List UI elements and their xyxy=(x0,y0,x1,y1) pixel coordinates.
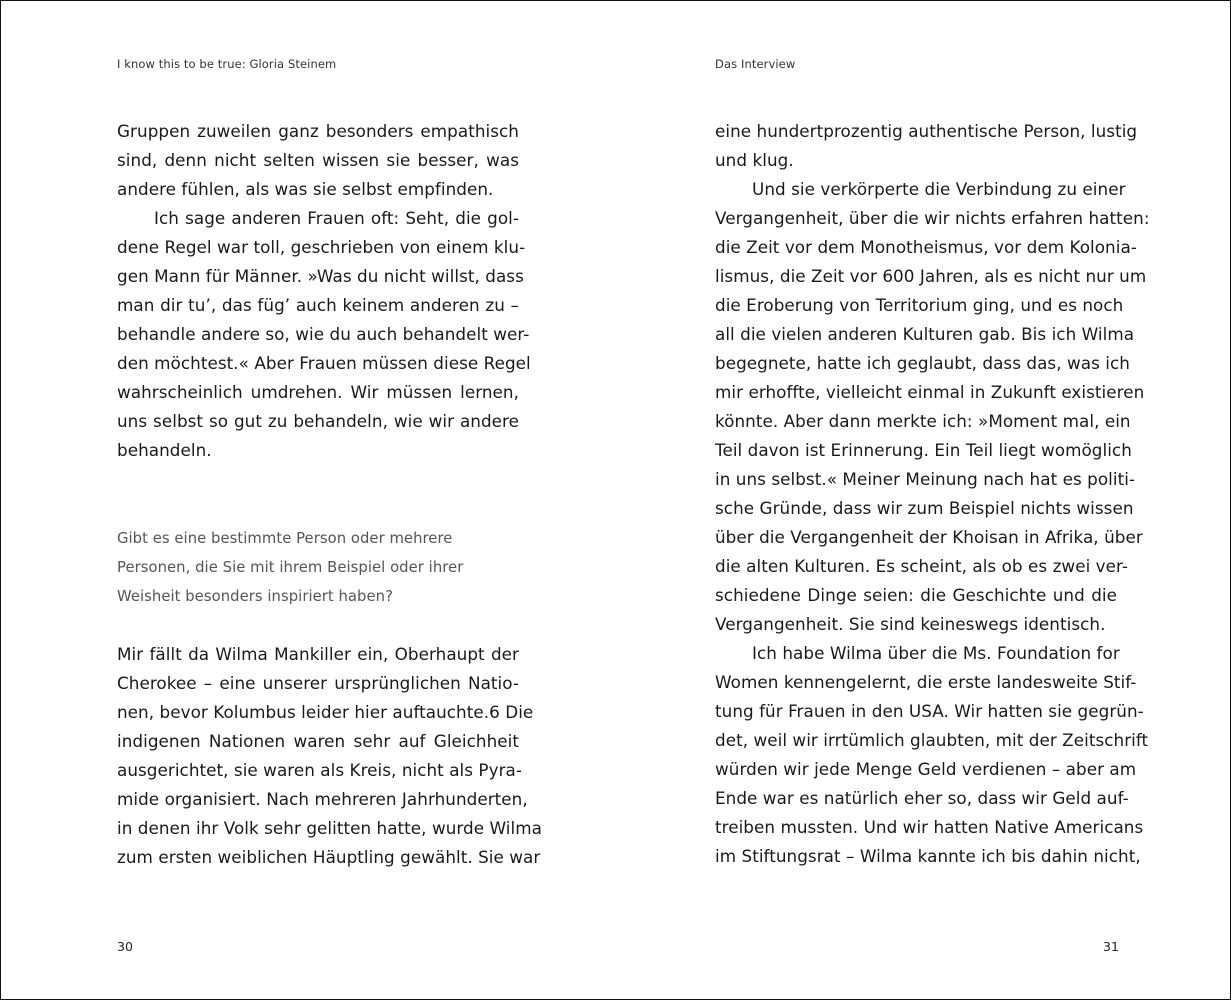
text-line: Ende war es natürlich eher so, dass wir Geld auf- xyxy=(715,788,1129,808)
text-line: indigenen Nationen waren sehr auf Gleichheit xyxy=(117,731,519,751)
text-line: sche Gründe, dass wir zum Beispiel nichts wissen xyxy=(715,498,1134,518)
text-line: mir erhoffte, vielleicht einmal in Zukunft existieren xyxy=(715,382,1145,402)
left-page-number: 30 xyxy=(117,939,133,954)
text-line: begegnete, hatte ich geglaubt, dass das, was ich xyxy=(715,353,1130,373)
right-page-number: 31 xyxy=(1103,939,1119,954)
text-line: gen Mann für Männer. »Was du nicht willst, dass xyxy=(117,266,524,286)
text-line: in uns selbst.« Meiner Meinung nach hat es politi- xyxy=(715,469,1136,489)
text-line: würden wir jede Menge Geld verdienen – aber am xyxy=(715,759,1137,779)
text-line: uns selbst so gut zu behandeln, wie wir andere xyxy=(117,411,519,431)
text-line: Vergangenheit, über die wir nichts erfahren hatten: xyxy=(715,208,1150,228)
text-line: Teil davon ist Erinnerung. Ein Teil liegt womöglich xyxy=(715,440,1132,460)
text-line: treiben mussten. Und wir hatten Native Americans xyxy=(715,817,1144,837)
question-line: Weisheit besonders inspiriert haben? xyxy=(117,588,393,605)
text-line: könnte. Aber dann merkte ich: »Moment mal, ein xyxy=(715,411,1131,431)
text-line: Ich habe Wilma über die Ms. Foundation for xyxy=(752,643,1120,663)
text-line: zum ersten weiblichen Häuptling gewählt. Sie war xyxy=(117,847,541,867)
text-line: Cherokee – eine unserer ursprünglichen Natio- xyxy=(117,673,519,693)
text-line: sind, denn nicht selten wissen sie besser, was xyxy=(117,150,519,170)
text-line: ausgerichtet, sie waren als Kreis, nicht als Pyra- xyxy=(117,760,522,780)
text-line: tung für Frauen in den USA. Wir hatten sie gegrün- xyxy=(715,701,1144,721)
text-line: und klug. xyxy=(715,150,794,170)
left-answer xyxy=(117,640,542,872)
text-line: den möchtest.« Aber Frauen müssen diese Regel xyxy=(117,353,531,373)
text-line: über die Vergangenheit der Khoisan in Afrika, über xyxy=(715,527,1143,547)
text-line: all die vielen anderen Kulturen gab. Bis ich Wilma xyxy=(715,324,1135,344)
text-line: Gruppen zuweilen ganz besonders empathisch xyxy=(117,121,519,141)
left-paragraph-1 xyxy=(117,117,531,465)
text-line: wahrscheinlich umdrehen. Wir müssen lernen, xyxy=(117,382,519,402)
text-line: Women kennengelernt, die erste landesweite Stif- xyxy=(715,672,1137,692)
text-line: det, weil wir irrtümlich glaubten, mit der Zeitschrift xyxy=(715,730,1149,750)
text-line: lismus, die Zeit vor 600 Jahren, als es nicht nur um xyxy=(715,266,1147,286)
question-line: Personen, die Sie mit ihrem Beispiel oder ihrer xyxy=(117,559,464,576)
text-line: nen, bevor Kolumbus leider hier auftauchte.6 Die xyxy=(117,702,534,722)
text-line: in denen ihr Volk sehr gelitten hatte, wurde Wilma xyxy=(117,818,542,838)
interview-question xyxy=(117,524,519,611)
text-line: schiedene Dinge seien: die Geschichte und die xyxy=(715,585,1117,605)
text-line: Mir fällt da Wilma Mankiller ein, Oberhaupt der xyxy=(117,644,519,664)
text-line: dene Regel war toll, geschrieben von einem klu- xyxy=(117,237,526,257)
text-line: Vergangenheit. Sie sind keineswegs identisch. xyxy=(715,614,1106,634)
text-line: man dir tu’, das füg’ auch keinem anderen zu – xyxy=(117,295,519,315)
text-line: Ich sage anderen Frauen oft: Seht, die gol- xyxy=(154,208,519,228)
text-line: eine hundertprozentig authentische Person, lustig xyxy=(715,121,1138,141)
text-line: die alten Kulturen. Es scheint, als ob es zwei ver- xyxy=(715,556,1129,576)
text-line: mide organisiert. Nach mehreren Jahrhunderten, xyxy=(117,789,528,809)
question-line: Gibt es eine bestimmte Person oder mehrere xyxy=(117,530,453,547)
text-line: behandeln. xyxy=(117,440,212,460)
text-line: Und sie verkörperte die Verbindung zu einer xyxy=(752,179,1126,199)
right-text xyxy=(715,117,1150,871)
text-line: behandle andere so, wie du auch behandelt wer- xyxy=(117,324,530,344)
left-running-head: I know this to be true: Gloria Steinem xyxy=(117,57,337,71)
text-line: andere fühlen, als was sie selbst empfinden. xyxy=(117,179,494,199)
right-running-head: Das Interview xyxy=(715,57,796,71)
text-line: die Zeit vor dem Monotheismus, vor dem Kolonia- xyxy=(715,237,1137,257)
text-line: die Eroberung von Territorium ging, und es noch xyxy=(715,295,1124,315)
text-line: im Stiftungsrat – Wilma kannte ich bis dahin nicht, xyxy=(715,846,1141,866)
